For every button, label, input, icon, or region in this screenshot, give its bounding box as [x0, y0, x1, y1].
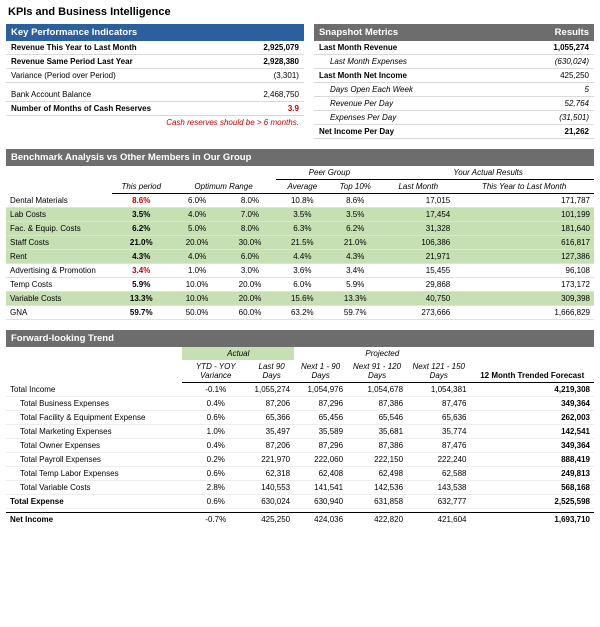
- table-row: [6, 306, 594, 320]
- benchmark-peer-avg: 4.4%: [276, 250, 328, 264]
- benchmark-row-label: Variable Costs: [6, 292, 112, 306]
- benchmark-opt-high: 8.0%: [224, 194, 277, 208]
- benchmark-row-label: Advertising & Promotion: [6, 264, 112, 278]
- forward-forecast: 4,219,308: [470, 383, 594, 397]
- forward-forecast: 349,364: [470, 397, 594, 411]
- forward-next91-120: 65,546: [347, 411, 407, 425]
- forward-forecast: 888,419: [470, 453, 594, 467]
- table-row: [6, 292, 594, 306]
- col-ytd-yoy-variance: YTD - YOY Variance: [182, 360, 249, 383]
- forward-next1-90: 222,060: [294, 453, 347, 467]
- kpi-label: Revenue Same Period Last Year: [6, 55, 234, 69]
- benchmark-row-label: Temp Costs: [6, 278, 112, 292]
- table-row: [314, 55, 594, 69]
- forward-row-label: Total Expense: [6, 495, 182, 509]
- table-row: [6, 236, 594, 250]
- snapshot-label: Days Open Each Week: [314, 83, 509, 97]
- snapshot-header-table: [314, 24, 594, 41]
- benchmark-opt-low: 1.0%: [171, 264, 224, 278]
- benchmark-peer-top: 13.3%: [328, 292, 382, 306]
- forward-last90: 425,250: [249, 513, 294, 527]
- forward-next1-90: 62,408: [294, 467, 347, 481]
- table-row: [6, 278, 594, 292]
- table-row: [6, 264, 594, 278]
- forward-column-header-row: [6, 360, 594, 383]
- table-row: [314, 111, 594, 125]
- table-row: [6, 425, 594, 439]
- kpi-label: Revenue This Year to Last Month: [6, 41, 234, 55]
- col-peer-top10: Top 10%: [328, 180, 382, 194]
- table-row: [6, 194, 594, 208]
- benchmark-peer-avg: 10.8%: [276, 194, 328, 208]
- forward-next121-150: 87,476: [407, 397, 470, 411]
- benchmark-last-month: 15,455: [382, 264, 454, 278]
- table-row: [6, 495, 594, 509]
- benchmark-last-month: 21,971: [382, 250, 454, 264]
- benchmark-ytd: 127,386: [454, 250, 594, 264]
- table-row: [6, 513, 594, 527]
- col-last-month: Last Month: [382, 180, 454, 194]
- forward-next121-150: 35,774: [407, 425, 470, 439]
- snapshot-label: Net Income Per Day: [314, 125, 509, 139]
- benchmark-this-period: 8.6%: [112, 194, 171, 208]
- benchmark-this-period: 59.7%: [112, 306, 171, 320]
- benchmark-this-period: 21.0%: [112, 236, 171, 250]
- forward-next121-150: 222,240: [407, 453, 470, 467]
- forward-forecast: 142,541: [470, 425, 594, 439]
- col-next-1-90-days: Next 1 - 90 Days: [294, 360, 347, 383]
- col-next-121-150-days: Next 121 - 150 Days: [407, 360, 470, 383]
- forward-next1-90: 424,036: [294, 513, 347, 527]
- kpi-value: (3,301): [234, 69, 303, 83]
- benchmark-peer-avg: 3.5%: [276, 208, 328, 222]
- snapshot-label: Revenue Per Day: [314, 97, 509, 111]
- forward-next121-150: 143,538: [407, 481, 470, 495]
- table-row: [6, 115, 304, 129]
- benchmark-row-label: Rent: [6, 250, 112, 264]
- benchmark-ytd: 616,817: [454, 236, 594, 250]
- forward-row-label: Total Owner Expenses: [6, 439, 182, 453]
- benchmark-last-month: 273,666: [382, 306, 454, 320]
- benchmark-ytd: 96,108: [454, 264, 594, 278]
- forward-next1-90: 141,541: [294, 481, 347, 495]
- forward-next121-150: 65,636: [407, 411, 470, 425]
- kpi-panel: [6, 24, 304, 129]
- benchmark-peer-top: 59.7%: [328, 306, 382, 320]
- forward-next91-120: 62,498: [347, 467, 407, 481]
- kpi-value: 2,928,380: [234, 55, 303, 69]
- forward-next91-120: 222,150: [347, 453, 407, 467]
- benchmark-last-month: 17,015: [382, 194, 454, 208]
- benchmark-peer-avg: 21.5%: [276, 236, 328, 250]
- forward-variance: 0.6%: [182, 411, 249, 425]
- forward-forecast: 568,168: [470, 481, 594, 495]
- benchmark-ytd: 171,787: [454, 194, 594, 208]
- page-title: KPIs and Business Intelligence: [8, 6, 171, 18]
- benchmark-last-month: 31,328: [382, 222, 454, 236]
- benchmark-peer-avg: 6.3%: [276, 222, 328, 236]
- snapshot-table: [314, 41, 594, 139]
- forward-next1-90: 630,940: [294, 495, 347, 509]
- benchmark-opt-low: 20.0%: [171, 236, 224, 250]
- forward-next121-150: 421,604: [407, 513, 470, 527]
- benchmark-row-label: GNA: [6, 306, 112, 320]
- table-row: [314, 125, 594, 139]
- benchmark-peer-top: 21.0%: [328, 236, 382, 250]
- table-row: [6, 222, 594, 236]
- table-row: [6, 411, 594, 425]
- benchmark-this-period: 4.3%: [112, 250, 171, 264]
- benchmark-this-period: 5.9%: [112, 278, 171, 292]
- kpi-label: Variance (Period over Period): [6, 69, 234, 83]
- benchmark-peer-top: 3.5%: [328, 208, 382, 222]
- col-12-month-trended-forecast: 12 Month Trended Forecast: [470, 360, 594, 383]
- benchmark-column-header-row: [6, 180, 594, 194]
- snapshot-header-right: Results: [482, 24, 594, 41]
- forward-last90: 87,206: [249, 439, 294, 453]
- benchmark-opt-low: 5.0%: [171, 222, 224, 236]
- benchmark-this-period: 6.2%: [112, 222, 171, 236]
- forward-table: [6, 347, 594, 526]
- col-optimum-range: Optimum Range: [171, 180, 277, 194]
- benchmark-this-period: 3.5%: [112, 208, 171, 222]
- snapshot-value: 52,764: [509, 97, 594, 111]
- forward-row-label: Total Variable Costs: [6, 481, 182, 495]
- snapshot-value: 1,055,274: [509, 41, 594, 55]
- benchmark-row-label: Lab Costs: [6, 208, 112, 222]
- forward-variance: 2.8%: [182, 481, 249, 495]
- cash-reserve-note: Cash reserves should be > 6 months.: [166, 117, 299, 127]
- snapshot-value: (630,024): [509, 55, 594, 69]
- forward-row-label: Total Business Expenses: [6, 397, 182, 411]
- forward-row-label: Net Income: [6, 513, 182, 527]
- table-row: [314, 97, 594, 111]
- benchmark-peer-avg: 3.6%: [276, 264, 328, 278]
- snapshot-label: Last Month Revenue: [314, 41, 509, 55]
- kpi-value: 2,468,750: [234, 88, 303, 102]
- benchmark-opt-high: 20.0%: [224, 292, 277, 306]
- benchmark-ytd: 309,398: [454, 292, 594, 306]
- snapshot-value: (31,501): [509, 111, 594, 125]
- benchmark-row-label: Staff Costs: [6, 236, 112, 250]
- benchmark-peer-avg: 6.0%: [276, 278, 328, 292]
- forward-next91-120: 87,386: [347, 439, 407, 453]
- kpi-label: Bank Account Balance: [6, 88, 234, 102]
- forward-last90: 630,024: [249, 495, 294, 509]
- forward-header: Forward-looking Trend: [6, 330, 594, 347]
- forward-next91-120: 35,681: [347, 425, 407, 439]
- benchmark-last-month: 29,868: [382, 278, 454, 292]
- forward-variance: 0.4%: [182, 439, 249, 453]
- table-row: [6, 250, 594, 264]
- benchmark-opt-high: 8.0%: [224, 222, 277, 236]
- forward-last90: 62,318: [249, 467, 294, 481]
- benchmark-opt-high: 60.0%: [224, 306, 277, 320]
- forward-variance: 0.4%: [182, 397, 249, 411]
- forward-row-label: Total Payroll Expenses: [6, 453, 182, 467]
- col-peer-average: Average: [276, 180, 328, 194]
- forward-forecast: 2,525,598: [470, 495, 594, 509]
- benchmark-peer-avg: 15.6%: [276, 292, 328, 306]
- forward-last90: 221,970: [249, 453, 294, 467]
- forward-variance: 0.6%: [182, 467, 249, 481]
- table-row: [6, 101, 304, 115]
- benchmark-opt-high: 7.0%: [224, 208, 277, 222]
- snapshot-value: 5: [509, 83, 594, 97]
- benchmark-ytd: 1,666,829: [454, 306, 594, 320]
- actual-results-header: Your Actual Results: [382, 166, 594, 180]
- table-row: [314, 24, 594, 41]
- benchmark-peer-top: 4.3%: [328, 250, 382, 264]
- benchmark-peer-top: 8.6%: [328, 194, 382, 208]
- snapshot-panel: [314, 24, 594, 139]
- table-row: [314, 69, 594, 83]
- col-ytd-last-month: This Year to Last Month: [454, 180, 594, 194]
- benchmark-last-month: 106,386: [382, 236, 454, 250]
- col-last-90-days: Last 90 Days: [249, 360, 294, 383]
- forward-section: [6, 330, 594, 526]
- forward-last90: 35,497: [249, 425, 294, 439]
- benchmark-last-month: 17,454: [382, 208, 454, 222]
- benchmark-row-label: Dental Materials: [6, 194, 112, 208]
- forward-variance: -0.1%: [182, 383, 249, 397]
- forward-forecast: 1,693,710: [470, 513, 594, 527]
- benchmark-opt-high: 20.0%: [224, 278, 277, 292]
- table-row: [6, 383, 594, 397]
- benchmark-this-period: 3.4%: [112, 264, 171, 278]
- benchmark-table: [6, 166, 594, 320]
- benchmark-opt-high: 30.0%: [224, 236, 277, 250]
- forward-variance: -0.7%: [182, 513, 249, 527]
- benchmark-opt-low: 10.0%: [171, 278, 224, 292]
- snapshot-header-left: Snapshot Metrics: [314, 24, 482, 41]
- table-row: [314, 83, 594, 97]
- benchmark-ytd: 181,640: [454, 222, 594, 236]
- top-panels: [6, 24, 594, 139]
- table-row: [6, 88, 304, 102]
- snapshot-label: Last Month Expenses: [314, 55, 509, 69]
- forward-last90: 65,366: [249, 411, 294, 425]
- table-row: [6, 467, 594, 481]
- benchmark-section: [6, 149, 594, 320]
- benchmark-opt-low: 4.0%: [171, 250, 224, 264]
- forward-next121-150: 62,588: [407, 467, 470, 481]
- benchmark-opt-high: 3.0%: [224, 264, 277, 278]
- forward-last90: 140,553: [249, 481, 294, 495]
- kpi-value: 2,925,079: [234, 41, 303, 55]
- kpi-header: Key Performance Indicators: [6, 24, 304, 41]
- forward-variance: 1.0%: [182, 425, 249, 439]
- snapshot-label: Last Month Net Income: [314, 69, 509, 83]
- kpi-table: [6, 41, 304, 129]
- forward-next1-90: 65,456: [294, 411, 347, 425]
- benchmark-group-header-row: [6, 166, 594, 180]
- forward-row-label: Total Marketing Expenses: [6, 425, 182, 439]
- forward-next91-120: 87,386: [347, 397, 407, 411]
- forward-row-label: Total Temp Labor Expenses: [6, 467, 182, 481]
- peer-group-header: Peer Group: [276, 166, 382, 180]
- forward-row-label: Total Income: [6, 383, 182, 397]
- snapshot-value: 425,250: [509, 69, 594, 83]
- benchmark-ytd: 173,172: [454, 278, 594, 292]
- forward-variance: 0.6%: [182, 495, 249, 509]
- forward-last90: 87,206: [249, 397, 294, 411]
- band-actual: Actual: [182, 347, 294, 360]
- forward-next1-90: 35,589: [294, 425, 347, 439]
- snapshot-value: 21,262: [509, 125, 594, 139]
- benchmark-peer-top: 5.9%: [328, 278, 382, 292]
- table-row: [6, 397, 594, 411]
- forward-forecast: 349,364: [470, 439, 594, 453]
- table-row: [6, 55, 304, 69]
- benchmark-peer-top: 6.2%: [328, 222, 382, 236]
- benchmark-ytd: 101,199: [454, 208, 594, 222]
- benchmark-opt-low: 4.0%: [171, 208, 224, 222]
- forward-next121-150: 87,476: [407, 439, 470, 453]
- table-row: [6, 481, 594, 495]
- band-projected: Projected: [365, 349, 400, 358]
- benchmark-opt-low: 10.0%: [171, 292, 224, 306]
- forward-forecast: 262,003: [470, 411, 594, 425]
- table-row: [314, 41, 594, 55]
- forward-next1-90: 87,296: [294, 439, 347, 453]
- forward-next91-120: 1,054,678: [347, 383, 407, 397]
- forward-forecast: 249,813: [470, 467, 594, 481]
- benchmark-header: Benchmark Analysis vs Other Members in Our Group: [6, 149, 594, 166]
- forward-next1-90: 87,296: [294, 397, 347, 411]
- forward-next91-120: 142,536: [347, 481, 407, 495]
- forward-next121-150: 632,777: [407, 495, 470, 509]
- forward-next91-120: 631,858: [347, 495, 407, 509]
- col-this-period: This period: [112, 180, 171, 194]
- benchmark-opt-low: 50.0%: [171, 306, 224, 320]
- forward-row-label: Total Facility & Equipment Expense: [6, 411, 182, 425]
- benchmark-this-period: 13.3%: [112, 292, 171, 306]
- table-row: [6, 208, 594, 222]
- table-row: [6, 69, 304, 83]
- benchmark-opt-high: 6.0%: [224, 250, 277, 264]
- forward-next91-120: 422,820: [347, 513, 407, 527]
- forward-next1-90: 1,054,976: [294, 383, 347, 397]
- kpi-value: 3.9: [234, 101, 303, 115]
- forward-next121-150: 1,054,381: [407, 383, 470, 397]
- forward-band-row: [6, 347, 594, 360]
- benchmark-peer-avg: 63.2%: [276, 306, 328, 320]
- benchmark-row-label: Fac. & Equip. Costs: [6, 222, 112, 236]
- forward-variance: 0.2%: [182, 453, 249, 467]
- benchmark-opt-low: 6.0%: [171, 194, 224, 208]
- snapshot-label: Expenses Per Day: [314, 111, 509, 125]
- col-next-91-120-days: Next 91 - 120 Days: [347, 360, 407, 383]
- benchmark-last-month: 40,750: [382, 292, 454, 306]
- table-row: [6, 439, 594, 453]
- table-row: [6, 41, 304, 55]
- forward-last90: 1,055,274: [249, 383, 294, 397]
- kpi-label: Number of Months of Cash Reserves: [6, 101, 234, 115]
- benchmark-peer-top: 3.4%: [328, 264, 382, 278]
- table-row: [6, 453, 594, 467]
